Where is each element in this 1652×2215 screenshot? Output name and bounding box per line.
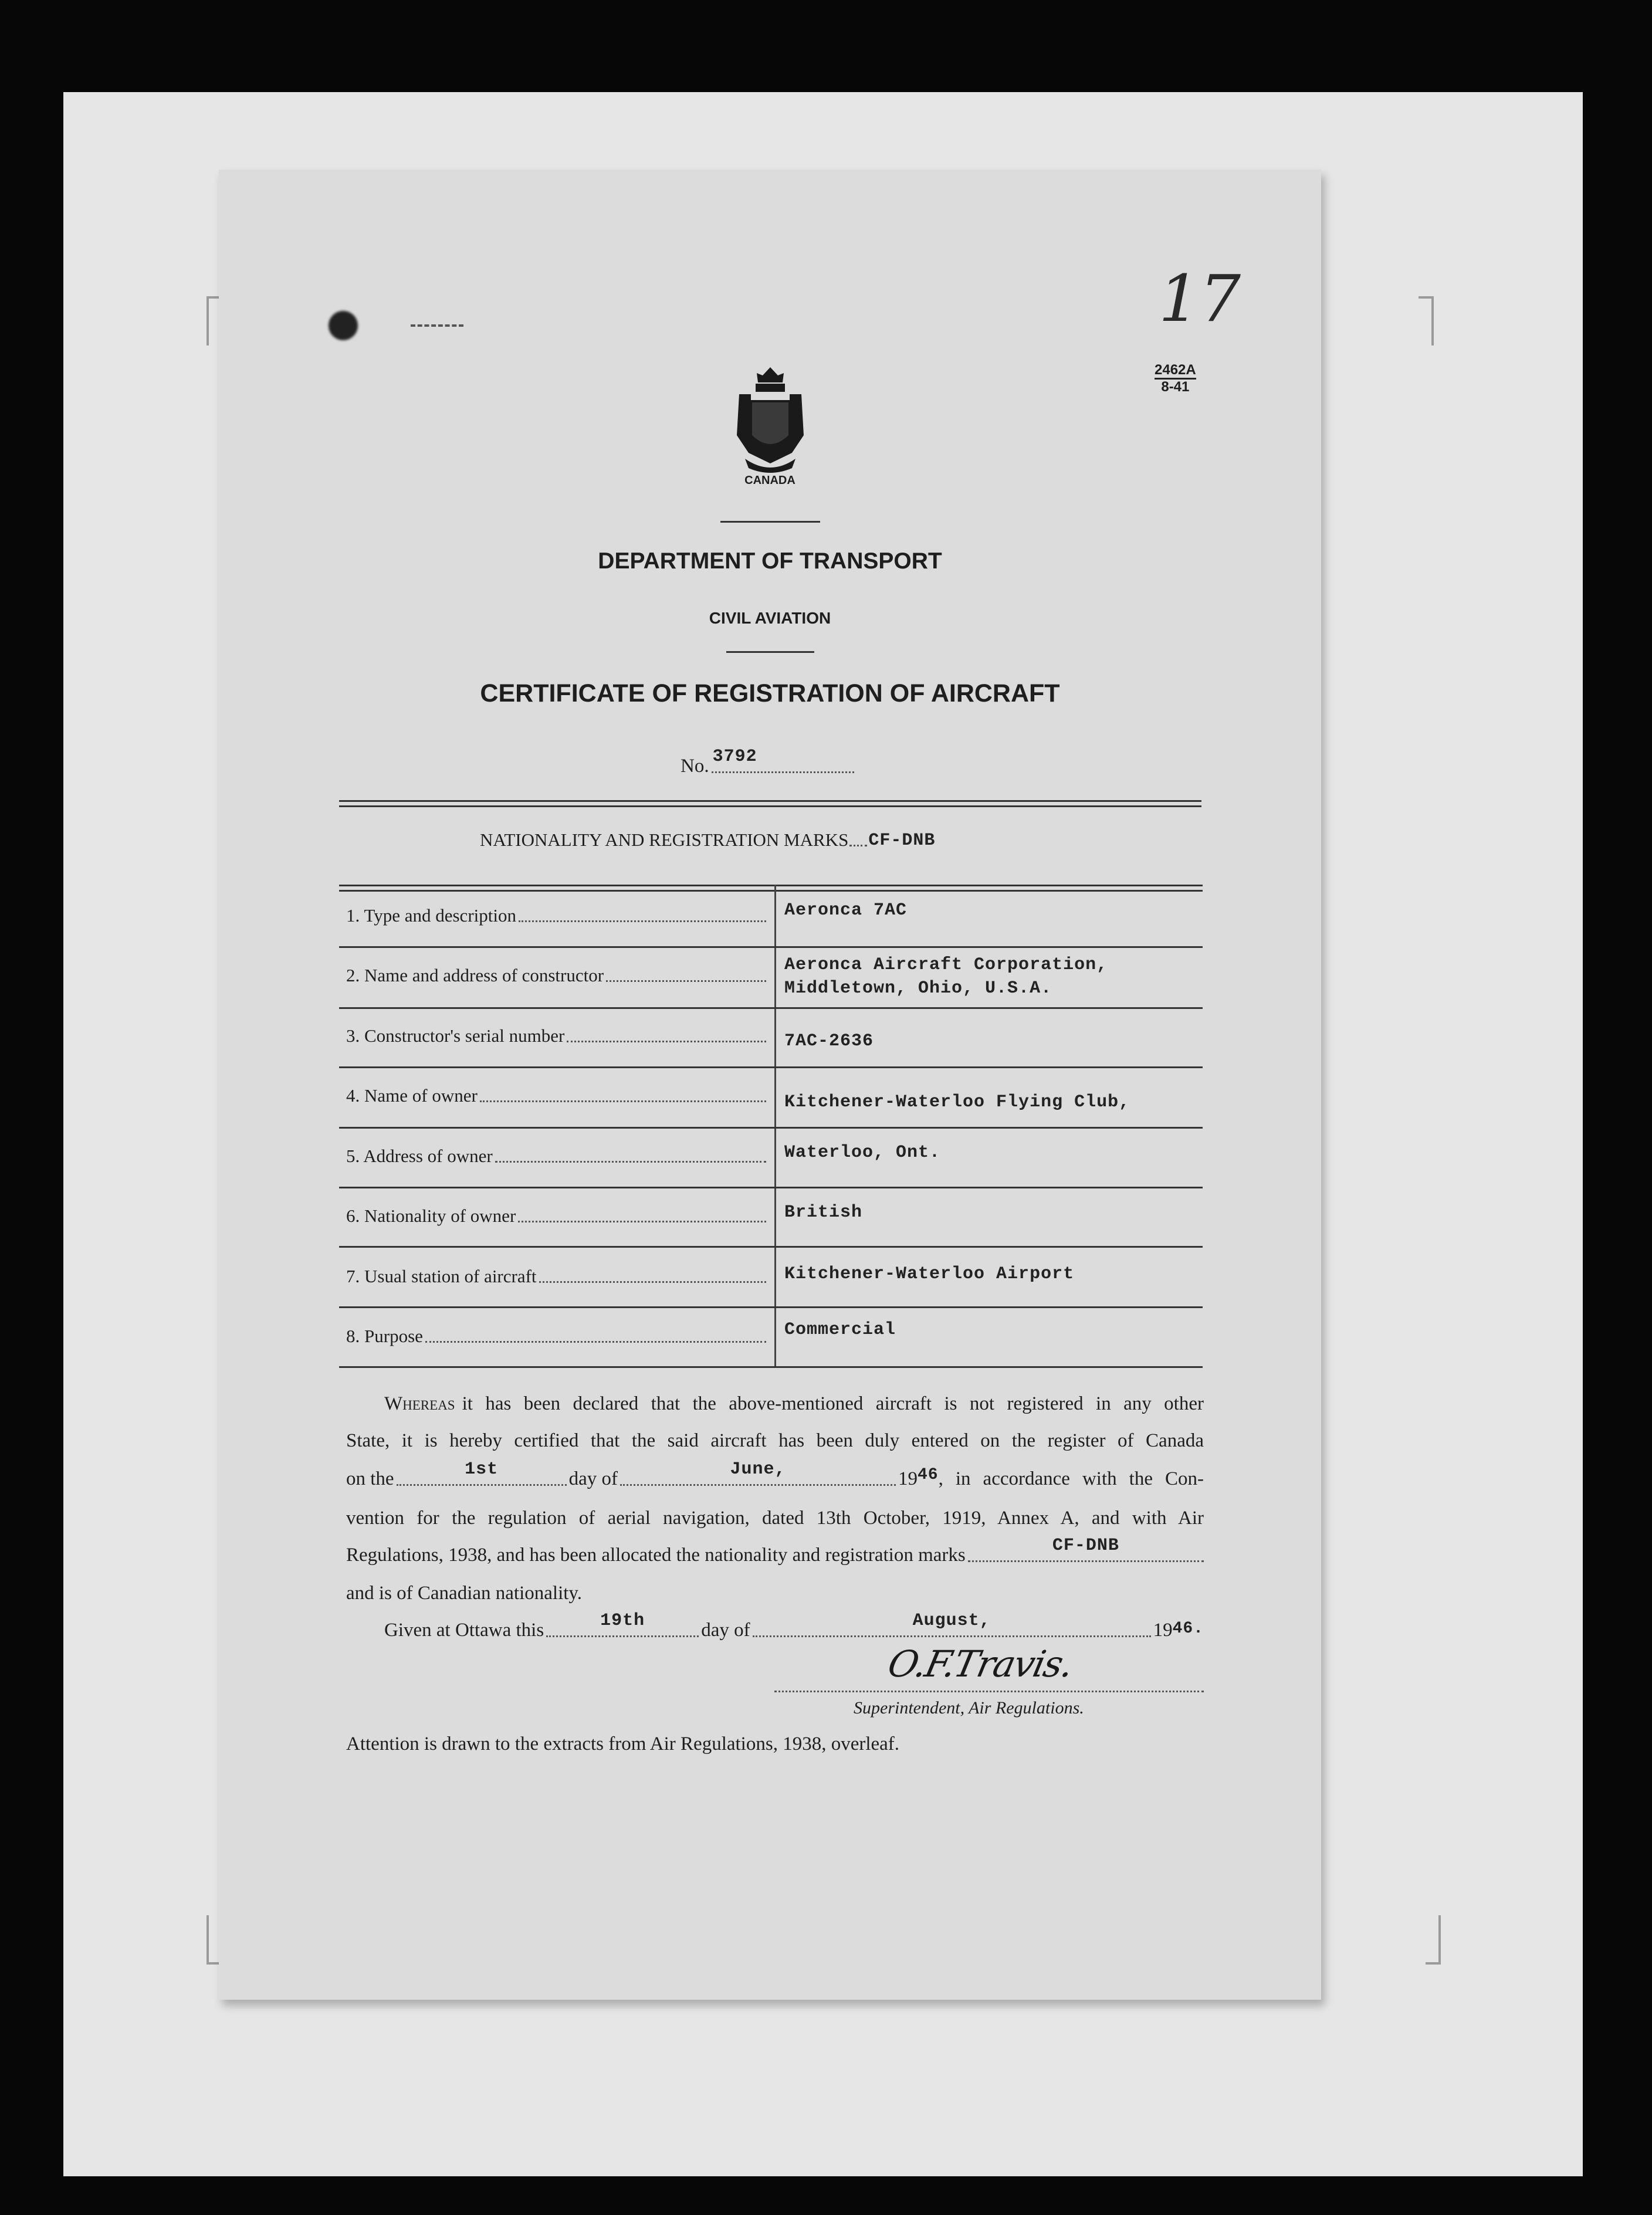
entry-day-value: 1st: [465, 1459, 499, 1479]
row-label: 2. Name and address of constructor: [346, 965, 604, 985]
body-text: day of: [701, 1620, 750, 1641]
table-row-rule: [339, 1127, 1203, 1129]
body-text: Given at Ottawa this: [384, 1620, 544, 1641]
row-label-field: [346, 1266, 769, 1287]
body-text: 19: [898, 1468, 918, 1489]
table-row-rule: [339, 1366, 1203, 1368]
row-label-field: [346, 1326, 769, 1347]
body-text: Regulations, 1938, and has been allocated the nationality and registration marks: [346, 1545, 966, 1566]
signature-line: [774, 1691, 1204, 1692]
body-line-3: [346, 1459, 1204, 1490]
row-label: 8. Purpose: [346, 1326, 423, 1346]
registration-marks-value: CF-DNB: [1052, 1536, 1119, 1556]
leader: [495, 1161, 766, 1163]
registration-marks-field: [480, 829, 935, 851]
row-value: Kitchener-Waterloo Flying Club,: [784, 1092, 1130, 1112]
row-value-line2: Middletown, Ohio, U.S.A.: [784, 978, 1052, 998]
certificate-number-field: [681, 747, 857, 777]
row-value: Commercial: [784, 1320, 896, 1340]
entry-month-value: June,: [730, 1459, 786, 1479]
row-value: 7AC-2636: [784, 1031, 874, 1051]
form-number: [1155, 363, 1196, 395]
given-day-field: [546, 1611, 699, 1637]
corner-mark-top-right: [1419, 296, 1434, 346]
row-value: Aeronca 7AC: [784, 900, 908, 920]
body-text: 19: [1153, 1620, 1173, 1641]
given-year-value: 46.: [1172, 1620, 1204, 1638]
divider: [726, 651, 814, 653]
registration-marks-label: NATIONALITY AND REGISTRATION MARKS: [480, 829, 849, 850]
leader: [606, 980, 766, 982]
pencil-mark: [411, 324, 463, 329]
row-value: British: [784, 1203, 863, 1222]
row-label-field: [346, 1025, 769, 1046]
crest-label: CANADA: [744, 474, 795, 487]
row-value: Kitchener-Waterloo Airport: [784, 1264, 1075, 1284]
leader: [518, 1221, 766, 1222]
table-row-rule: [339, 1066, 1203, 1068]
body-text: day of: [568, 1468, 618, 1489]
certificate-number-label: No.: [681, 756, 709, 777]
table-top-rule: [339, 885, 1203, 892]
entry-year-value: 46: [917, 1466, 939, 1484]
department-heading: DEPARTMENT OF TRANSPORT: [598, 548, 942, 574]
division-heading: CIVIL AVIATION: [709, 609, 831, 627]
handwritten-page-number: 17: [1159, 261, 1241, 336]
form-number-date: 8-41: [1161, 379, 1190, 395]
double-rule: [339, 800, 1201, 807]
leader: [519, 920, 766, 922]
body-line-4: vention for the regulation of aerial navigation, dated 13th October, 1919, Annex A, and with Air: [346, 1508, 1204, 1529]
form-number-code: 2462A: [1155, 363, 1196, 380]
row-label: 3. Constructor's serial number: [346, 1025, 565, 1046]
leader: [567, 1041, 766, 1042]
row-label-field: [346, 1205, 769, 1227]
table-row-rule: [339, 1246, 1203, 1248]
row-value: Waterloo, Ont.: [784, 1143, 941, 1163]
row-label: 6. Nationality of owner: [346, 1205, 516, 1226]
row-label-field: [346, 1085, 769, 1106]
row-label-field: [346, 905, 769, 926]
row-label-field: [346, 965, 769, 986]
registration-marks-field: [968, 1536, 1204, 1562]
body-text: on the: [346, 1468, 394, 1489]
row-label: 5. Address of owner: [346, 1146, 493, 1166]
leader: [480, 1100, 766, 1102]
certificate-number-value: 3792: [712, 747, 757, 767]
ink-blot: [329, 311, 358, 340]
table-row-rule: [339, 1187, 1203, 1188]
row-label: 1. Type and description: [346, 905, 516, 926]
leader: [425, 1341, 766, 1343]
given-line: [384, 1611, 1204, 1641]
signature: O.F.Travis.: [884, 1642, 1077, 1685]
body-line-1: [384, 1393, 1204, 1415]
given-day-value: 19th: [600, 1611, 645, 1631]
table-column-divider: [774, 885, 776, 1367]
footer-note: Attention is drawn to the extracts from Air Regulations, 1938, overleaf.: [346, 1733, 900, 1755]
row-label: 7. Usual station of aircraft: [346, 1266, 537, 1286]
body-text: it has been declared that the above-mentioned aircraft is not registered in any other: [462, 1393, 1204, 1414]
given-month-value: August,: [912, 1611, 991, 1631]
given-month-field: [753, 1611, 1151, 1637]
whereas-lead: Whereas: [384, 1393, 455, 1414]
registration-marks-value: CF-DNB: [868, 831, 936, 851]
leader: [849, 845, 867, 846]
body-line-6: and is of Canadian nationality.: [346, 1583, 583, 1604]
canada-coat-of-arms-icon: [727, 365, 813, 476]
body-line-2: State, it is hereby certified that the said aircraft has been duly entered on the register of Canada: [346, 1430, 1204, 1451]
row-label-field: [346, 1146, 769, 1167]
entry-day-field: [397, 1459, 567, 1486]
entry-month-field: [620, 1459, 896, 1486]
certificate-title: CERTIFICATE OF REGISTRATION OF AIRCRAFT: [480, 679, 1060, 707]
body-line-5: [346, 1536, 1204, 1566]
body-text: , in accordance with the Con-: [938, 1468, 1204, 1489]
table-row-rule: [339, 1306, 1203, 1308]
corner-mark-bottom-right: [1426, 1915, 1441, 1965]
row-value: Aeronca Aircraft Corporation,: [784, 955, 1108, 975]
divider: [720, 521, 820, 523]
leader: [539, 1281, 766, 1283]
signer-title: Superintendent, Air Regulations.: [854, 1698, 1084, 1718]
table-row-rule: [339, 946, 1203, 948]
table-row-rule: [339, 1007, 1203, 1009]
row-label: 4. Name of owner: [346, 1085, 478, 1106]
leader: [712, 747, 854, 773]
